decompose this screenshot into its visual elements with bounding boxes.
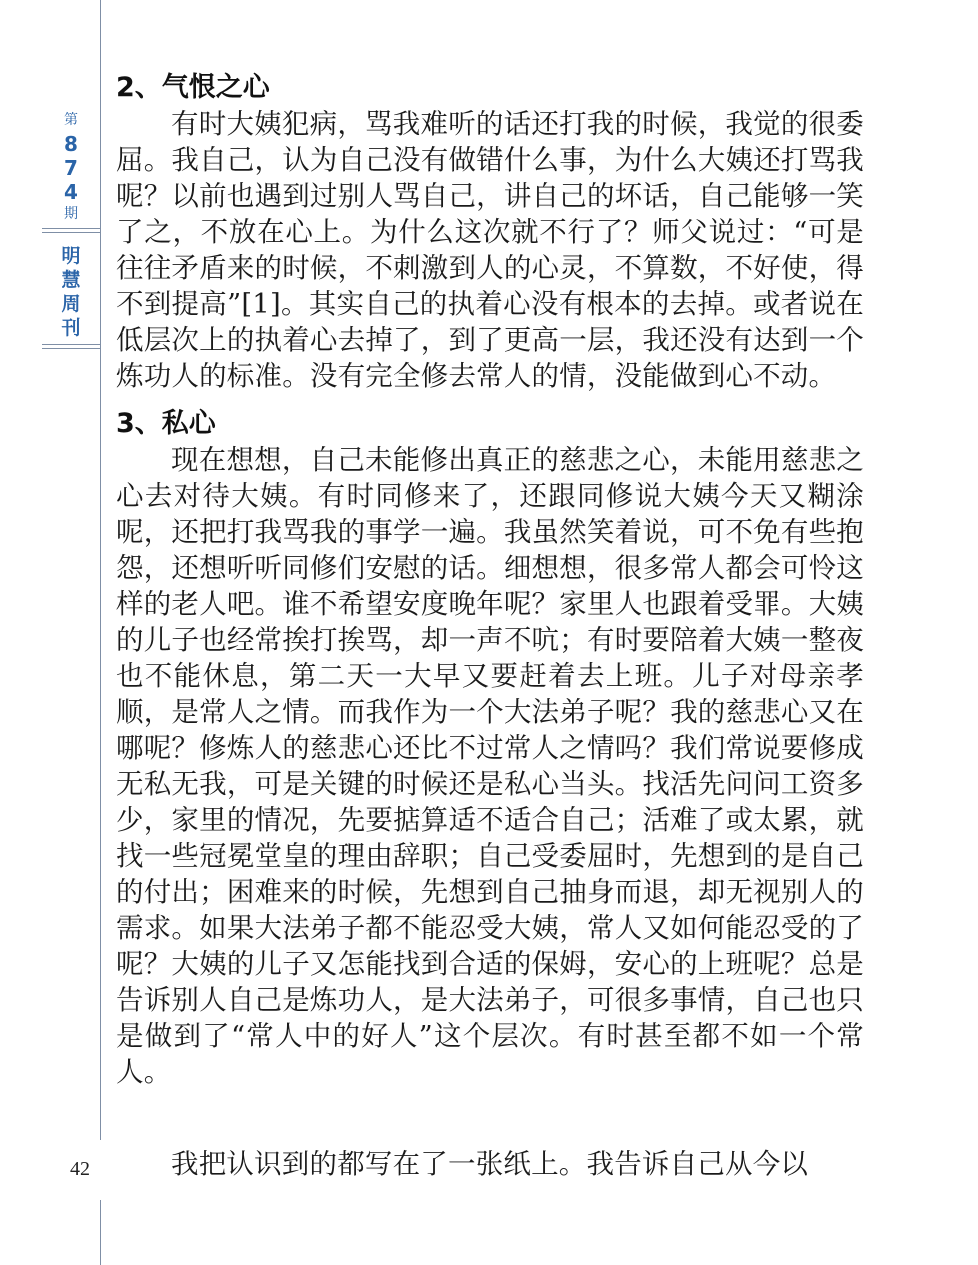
sidebar-divider-top <box>42 228 100 229</box>
section-heading-3: 3、私心 <box>116 408 216 439</box>
paragraph-3: 现在想想，自己未能修出真正的慈悲之心，未能用慈悲之心去对待大姨。有时同修来了，还跟同修说大姨今天又糊涂呢，还把打我骂我的事学一遍。我虽然笑着说，可不免有些抱怨，还想听听同修们安慰的话。细想想，很多常人都会可怜这样的老人吧。谁不希望安度晚年呢？家里人也跟着受罪。大姨的儿子也经常挨打挨骂，却一声不吭；有时要陪着大姨一整夜也不能休息，第二天一大早又要赶着去上班。儿子对母亲孝顺，是常人之情。而我作为一个大法弟子呢？我的慈悲心又在哪呢？修炼人的慈悲心还比不过常人之情吗？我们常说要修成无私无我，可是关键的时候还是私心当头。找活先问问工资多少，家里的情况，先要掂算适不适合自己；活难了或太累，就找一些冠冕堂皇的理由辞职；自己受委屈时，先想到的是自己的付出；困难来的时候，先想到自己抽身而退，却无视别人的需求。如果大法弟子都不能忍受大姨，常人又如何能忍受的了呢？大姨的儿子又怎能找到合适的保姆，安心的上班呢？总是告诉别人自己是炼功人，是大法弟子，可很多事情，自己也只是做到了“常人中的好人”这个层次。有时甚至都不如一个常人。 <box>116 444 864 1088</box>
magazine-char: 明 <box>61 245 81 267</box>
paragraph-4: 我把认识到的都写在了一张纸上。我告诉自己从今以 <box>171 1148 809 1180</box>
magazine-char: 刊 <box>61 317 81 339</box>
issue-suffix: 期 <box>64 206 78 222</box>
article-body <box>116 70 864 1180</box>
sidebar-divider-top-inner <box>42 232 100 233</box>
issue-digit: 8 <box>64 132 78 156</box>
page-number: 42 <box>70 1158 90 1180</box>
section-heading-2: 2、气恨之心 <box>116 72 270 103</box>
sidebar-divider-bottom-inner <box>42 348 100 349</box>
magazine-char: 慧 <box>61 269 81 291</box>
issue-prefix: 第 <box>64 112 78 128</box>
margin-rule-lower <box>100 1200 101 1265</box>
issue-digit: 7 <box>64 156 78 180</box>
issue-digit: 4 <box>64 180 78 204</box>
margin-rule <box>100 0 101 1140</box>
magazine-name <box>42 244 100 340</box>
sidebar-divider-bottom <box>42 344 100 345</box>
paragraph-2: 有时大姨犯病，骂我难听的话还打我的时候，我觉的很委屈。我自己，认为自己没有做错什么事，为什么大姨还打骂我呢？以前也遇到过别人骂自己，讲自己的坏话，自己能够一笑了之，不放在心上。为什么这次就不行了？师父说过：“可是往往矛盾来的时候，不刺激到人的心灵，不算数，不好使，得不到提高”[1]。其实自己的执着心没有根本的去掉。或者说在低层次上的执着心去掉了，到了更高一层，我还没有达到一个炼功人的标准。没有完全修去常人的情，没能做到心不动。 <box>116 108 864 392</box>
magazine-char: 周 <box>61 293 81 315</box>
